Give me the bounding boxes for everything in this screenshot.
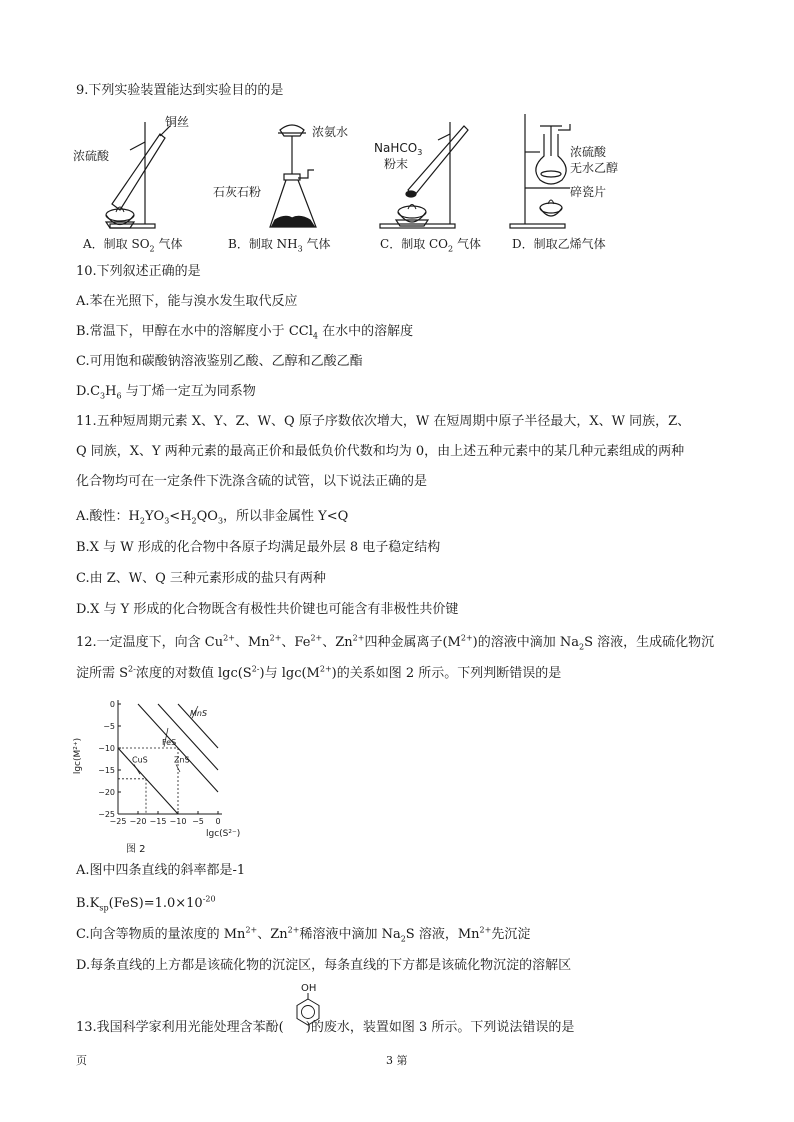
label-b-ammonia: 浓氨水 — [312, 125, 349, 139]
q11-option-a: A.酸性：$H_2YO_3<H_2QO_3$，所以非金属性 Y<Q — [76, 509, 349, 526]
q12-option-d: D.每条直线的上方都是该硫化物的沉淀区，每条直线的下方都是该硫化物沉淀的溶解区 — [76, 958, 572, 973]
x-tick-label: 0 — [215, 817, 221, 826]
q10-option-b: B.常温下，甲醇在水中的溶解度小于 CCl$_4$ 在水中的溶解度 — [76, 324, 414, 341]
q11-stem-line1: 11.五种短周期元素 X、Y、Z、W、Q 原子序数依次增大，W 在短周期中原子半径最大，X、W 同族，Z、 — [76, 414, 691, 429]
q12-option-a: A.图中四条直线的斜率都是-1 — [76, 863, 246, 878]
footer-left: 页 — [76, 1054, 87, 1067]
x-tick-label: −10 — [169, 817, 187, 826]
y-tick-label: −15 — [98, 766, 115, 775]
q10-option-d: $D.C_3H_6$ 与丁烯一定互为同系物 — [76, 384, 256, 401]
y-axis-label: lgc(M²⁺) — [73, 737, 83, 775]
caption-d: D．制取乙烯气体 — [512, 237, 606, 251]
x-tick-label: −5 — [192, 817, 204, 826]
series-label-cus: CuS — [132, 755, 148, 765]
apparatus-c — [380, 122, 468, 228]
q9-stem: 9.下列实验装置能达到实验目的的是 — [76, 83, 284, 98]
x-tick-label: −25 — [109, 817, 127, 826]
solubility-chart — [70, 694, 260, 856]
caption-a: A．制取 $SO_2$ 气体 — [83, 237, 183, 254]
apparatus-d — [510, 114, 570, 228]
y-tick-label: −25 — [98, 810, 115, 819]
q11-option-d: D.X 与 Y 形成的化合物既含有极性共价键也可能含有非极性共价键 — [76, 602, 459, 617]
q12-option-c: C.向含等物质的量浓度的 $Mn^{2+}$、$Zn^{2+}$稀溶液中滴加 $Na_2S$ 溶液，$Mn^{2+}$先沉淀 — [76, 925, 531, 944]
q11-stem-line2: Q 同族，X、Y 两种元素的最高正价和最低负价代数和均为 0，由上述五种元素中的某几种元素组成的两种 — [76, 444, 685, 459]
x-tick-label: −20 — [129, 817, 147, 826]
label-b-lime: 石灰石粉 — [213, 185, 262, 199]
svg-text:OH: OH — [301, 983, 317, 994]
caption-c: C．制取 $CO_2$ 气体 — [380, 237, 481, 254]
q10-option-c: C.可用饱和碳酸钠溶液鉴别乙酸、乙醇和乙酸乙酯 — [76, 354, 363, 369]
q13-stem: 13.我国科学家利用光能处理含苯酚( )的废水，装置如图 3 所示。下列说法错误的是 — [76, 1020, 575, 1035]
y-tick-label: −10 — [98, 744, 115, 753]
q11-option-c: C.由 Z、W、Q 三种元素形成的盐只有两种 — [76, 571, 326, 586]
label-c-powder: 粉末 — [384, 157, 409, 171]
q10-stem: 10.下列叙述正确的是 — [76, 264, 201, 279]
label-d-chips: 碎瓷片 — [570, 185, 607, 199]
q12-stem-line1: 12.一定温度下，向含 $Cu^{2+}$、$Mn^{2+}$、$Fe^{2+}$、$Zn^{2+}$四种金属离子$(M^{2+})$的溶液中滴加 $Na_2S$ 溶液，生成硫化物沉 — [76, 633, 715, 652]
q11-option-b: B.X 与 W 形成的化合物中各原子均满足最外层 8 电子稳定结构 — [76, 540, 441, 555]
q12-stem-line2: 淀所需 $S^{2-}$浓度的对数值 $\lg c(S^{2-})$与 $\lg c(M^{2+})$的关系如图 2 所示。下列判断错误的是 — [76, 664, 562, 681]
footer-page: 3 第 — [386, 1054, 408, 1067]
label-d-ethanol: 无水乙醇 — [570, 161, 619, 175]
series-label-mns: MnS — [190, 709, 208, 719]
series-line-cus — [118, 748, 178, 814]
series-label-zns: ZnS — [174, 755, 190, 765]
q10-option-a: A.苯在光照下，能与溴水发生取代反应 — [76, 294, 298, 309]
series-label-fes: FeS — [162, 737, 177, 747]
label-a-acid: 浓硫酸 — [73, 149, 110, 163]
y-tick-label: 0 — [109, 700, 115, 709]
label-a-copper: 铜丝 — [165, 115, 190, 129]
apparatus-a — [106, 122, 170, 228]
series-leader — [134, 764, 140, 774]
x-axis-label: lgc(S²⁻) — [206, 829, 241, 839]
apparatus-b — [270, 125, 316, 227]
x-tick-label: −15 — [149, 817, 167, 826]
caption-b: B．制取 $NH_3$ 气体 — [228, 237, 331, 254]
q11-stem-line3: 化合物均可在一定条件下洗涤含硫的试管，以下说法正确的是 — [76, 474, 428, 489]
y-tick-label: −20 — [98, 788, 115, 797]
label-c-nahco3: NaHCO$_3$ — [374, 141, 423, 157]
q12-option-b: $B.K_{sp}(FeS)=1.0\times 10^{-20}$ — [76, 894, 216, 913]
y-tick-label: −5 — [103, 722, 115, 731]
chart-title: 图 2 — [126, 844, 146, 855]
label-d-acid: 浓硫酸 — [570, 145, 607, 159]
